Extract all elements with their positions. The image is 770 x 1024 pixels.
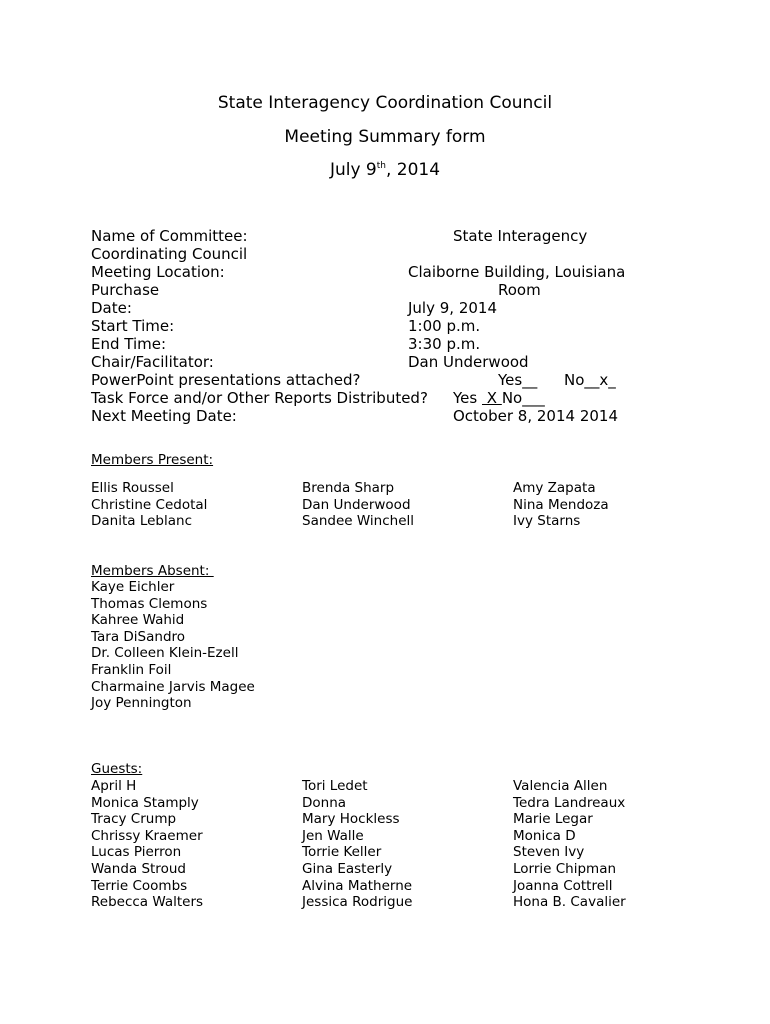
list-item: Ivy Starns [513,513,581,530]
chair-row [91,353,711,371]
list-item: Amy Zapata [513,480,596,496]
list-item: Tracy Crump [91,811,177,828]
list-item: Valencia Allen [513,778,608,794]
location-value-cont-right: Room [498,281,541,299]
form-subtitle: Meeting Summary form [284,127,486,147]
taskforce-yes-mark: X [482,389,502,407]
date-year: , 2014 [385,160,441,180]
list-item: Charmaine Jarvis Magee [91,678,255,695]
powerpoint-row [91,371,711,389]
list-item: Donna [302,794,347,811]
members-present-col-3 [513,480,609,530]
meeting-date-heading [0,160,770,180]
powerpoint-yes: Yes__ [498,371,538,389]
list-item: Tara DiSandro [91,628,186,645]
end-time-value: 3:30 p.m. [408,335,481,353]
list-item: Lorrie Chipman [513,860,617,877]
location-label: Meeting Location: [91,263,225,281]
list-item: Thomas Clemons [91,595,208,612]
committee-cont-row [91,245,711,263]
chair-label: Chair/Facilitator: [91,353,214,371]
guests-col-1 [91,778,203,911]
list-item: Dan Underwood [302,496,411,513]
date-month-day: July 9 [329,160,377,180]
list-item: Torrie Keller [302,844,382,861]
guests-col-3 [513,778,626,911]
taskforce-label: Task Force and/or Other Reports Distributed? [91,389,428,407]
taskforce-yes: Yes [453,389,478,407]
members-present-title: Members Present: [91,452,214,468]
committee-value: State Interagency [453,227,588,245]
list-item: Monica D [513,827,576,844]
list-item: Joanna Cottrell [513,877,613,894]
taskforce-row [91,389,711,407]
end-time-label: End Time: [91,335,167,353]
list-item: Rebecca Walters [91,894,204,911]
powerpoint-no: No__x_ [564,371,616,389]
list-item: Sandee Winchell [302,513,415,530]
date-value: July 9, 2014 [408,299,497,317]
start-time-row [91,317,711,335]
list-item: Hona B. Cavalier [513,894,626,911]
list-item: Lucas Pierron [91,844,182,861]
start-time-value: 1:00 p.m. [408,317,481,335]
date-label: Date: [91,299,132,317]
taskforce-no: No___ [501,389,545,407]
chair-value: Dan Underwood [408,353,529,371]
committee-value-cont: Coordinating Council [91,245,248,263]
members-present-col-2 [302,480,414,530]
members-present-col-1 [91,480,207,530]
committee-row [91,227,711,245]
list-item: Danita Leblanc [91,513,192,530]
date-ordinal: th [376,161,386,171]
list-item: Joy Pennington [91,695,192,712]
guests-title: Guests: [91,761,143,777]
list-item: Jessica Rodrigue [302,894,413,911]
list-item: Monica Stamply [91,794,199,811]
location-value: Claiborne Building, Louisiana [408,263,626,281]
committee-label: Name of Committee: [91,227,248,245]
list-item: Wanda Stroud [91,860,186,877]
date-row [91,299,711,317]
list-item: Mary Hockless [302,811,400,828]
list-item: Tori Ledet [302,778,368,794]
list-item: Dr. Colleen Klein-Ezell [91,645,239,662]
powerpoint-label: PowerPoint presentations attached? [91,371,361,389]
guests-col-2 [302,778,412,911]
next-meeting-label: Next Meeting Date: [91,407,237,425]
location-row [91,263,711,281]
document-title: State Interagency Coordination Council [217,93,553,113]
location-value-cont-left: Purchase [91,281,160,299]
list-item: Terrie Coombs [91,877,188,894]
taskforce-answers [453,389,545,407]
end-time-row [91,335,711,353]
members-absent-list [91,579,255,712]
next-meeting-row [91,407,711,425]
list-item: Christine Cedotal [91,496,208,513]
members-absent-title: Members Absent: [91,563,214,579]
list-item: Jen Walle [302,827,364,844]
list-item: Alvina Matherne [302,877,413,894]
list-item: Brenda Sharp [302,480,395,496]
list-item: Gina Easterly [302,860,393,877]
list-item: Franklin Foil [91,661,172,678]
list-item: Kaye Eichler [91,579,175,595]
list-item: Marie Legar [513,811,593,828]
list-item: Steven Ivy [513,844,585,861]
start-time-label: Start Time: [91,317,175,335]
list-item: Ellis Roussel [91,480,174,496]
list-item: Tedra Landreaux [513,794,626,811]
list-item: Kahree Wahid [91,612,185,629]
location-cont-row [91,281,711,299]
list-item: April H [91,778,137,794]
next-meeting-value: October 8, 2014 2014 [453,407,618,425]
list-item: Nina Mendoza [513,496,609,513]
list-item: Chrissy Kraemer [91,827,203,844]
